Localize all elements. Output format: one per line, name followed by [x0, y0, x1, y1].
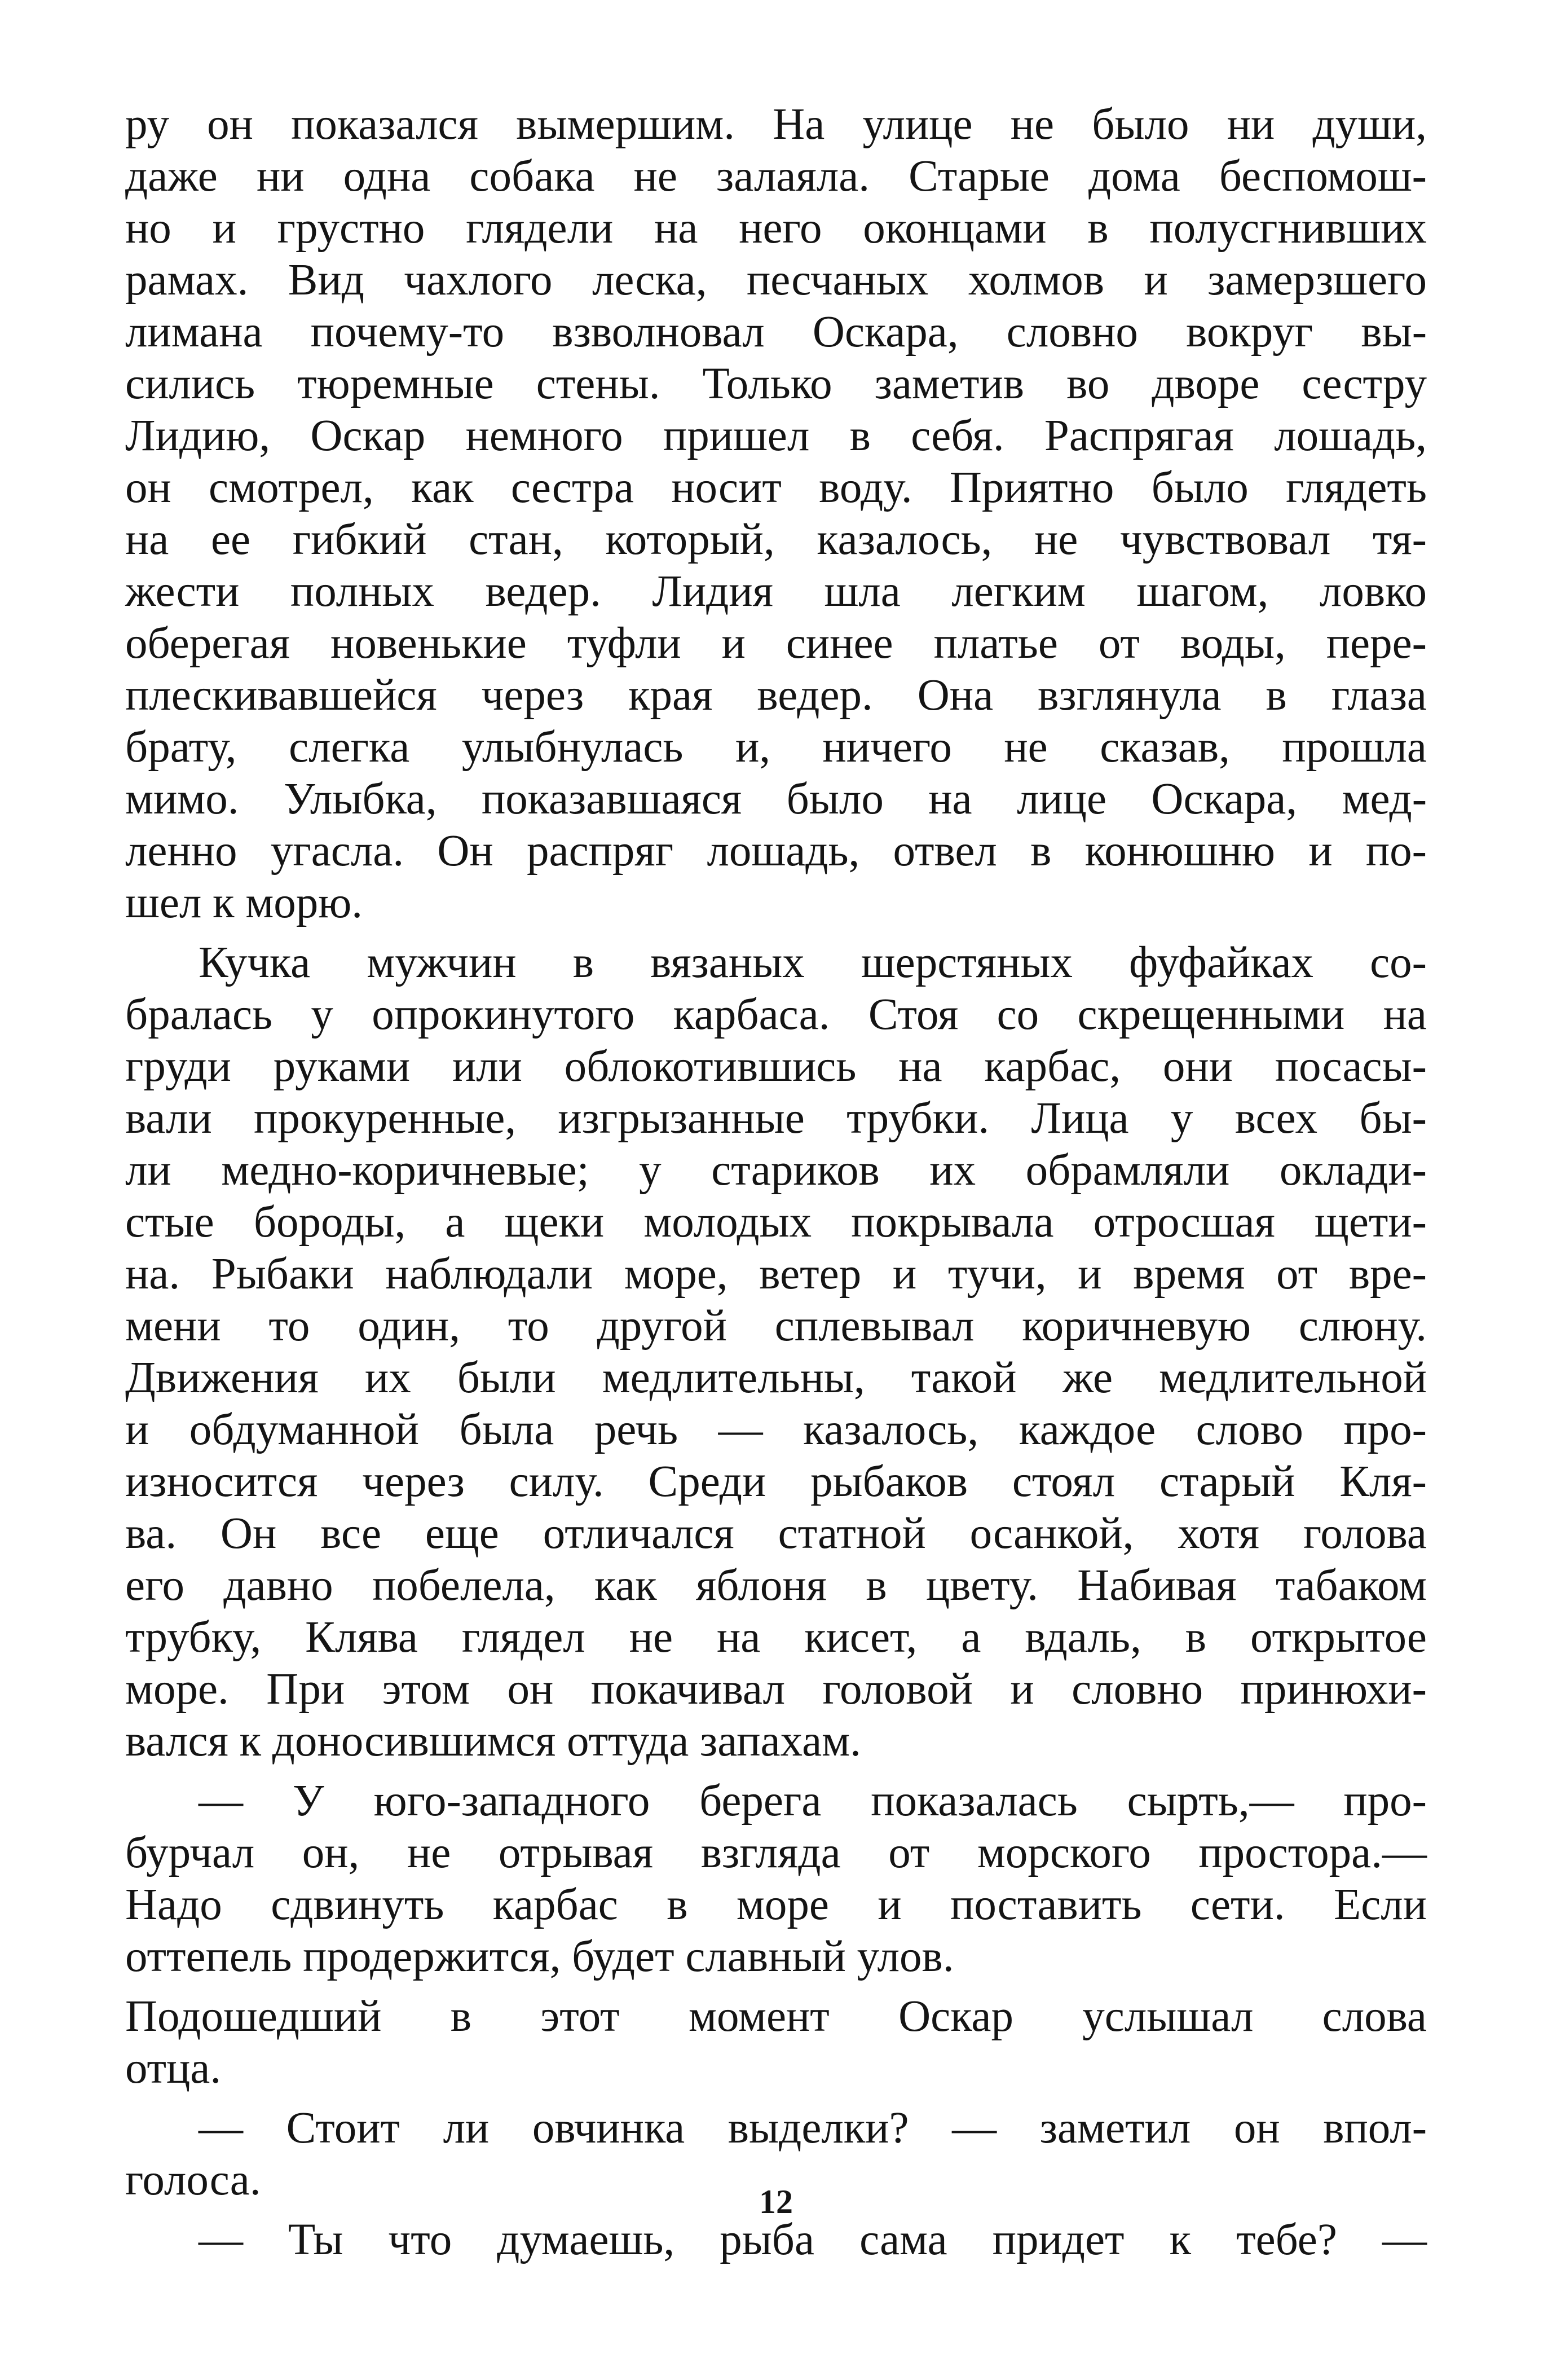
text-line: — Стоит ли овчинка выделки? — заметил он впол- — [199, 2104, 1427, 2153]
paragraph-gap — [125, 1983, 1427, 1991]
text-line: Кучка мужчин в вязаных шерстяных фуфайках со- — [199, 938, 1427, 987]
text-line: рамах. Вид чахлого леска, песчаных холмов и замерзшего — [125, 256, 1427, 305]
text-line: его давно побелела, как яблоня в цвету. Набивая табаком — [125, 1561, 1427, 1610]
text-line: — У юго-западного берега показалась сырть,— про- — [199, 1776, 1427, 1825]
text-line: стые бороды, а щеки молодых покрывала отросшая щети- — [125, 1198, 1427, 1247]
text-line: бралась у опрокинутого карбаса. Стоя со скрещенными на — [125, 990, 1427, 1039]
text-line: жести полных ведер. Лидия шла легким шагом, ловко — [125, 567, 1427, 616]
text-line: лимана почему-то взволновал Оскара, словно вокруг вы- — [125, 307, 1427, 357]
text-line: море. При этом он покачивал головой и словно принюхи- — [125, 1665, 1427, 1714]
body-text — [125, 99, 1427, 2266]
text-line: ли медно-коричневые; у стариков их обрамляли оклади- — [125, 1146, 1427, 1195]
text-line: вался к доносившимся оттуда запахам. — [125, 1717, 861, 1766]
text-line: вали прокуренные, изгрызанные трубки. Лица у всех бы- — [125, 1094, 1427, 1143]
text-line: трубку, Клява глядел не на кисет, а вдаль, в открытое — [125, 1613, 1427, 1662]
text-line: и обдуманной была речь — казалось, каждое слово про- — [125, 1405, 1427, 1454]
text-line: на ее гибкий стан, который, казалось, не чувствовал тя- — [125, 515, 1427, 564]
text-line: бурчал он, не отрывая взгляда от морского простора.— — [125, 1828, 1427, 1877]
text-line: оберегая новенькие туфли и синее платье от воды, пере- — [125, 619, 1427, 668]
text-line: Движения их были медлительны, такой же медлительной — [125, 1353, 1427, 1402]
text-line: но и грустно глядели на него оконцами в полусгнивших — [125, 204, 1427, 253]
text-line: Надо сдвинуть карбас в море и поставить сети. Если — [125, 1880, 1427, 1929]
text-line: Подошедший в этот момент Оскар услышал слова — [125, 1992, 1427, 2041]
text-line: груди руками или облокотившись на карбас, они посасы- — [125, 1042, 1427, 1091]
page-number: 12 — [759, 2183, 793, 2220]
text-line: отца. — [125, 2044, 222, 2093]
paragraph-gap — [125, 929, 1427, 937]
text-line: ру он показался вымершим. На улице не было ни души, — [125, 100, 1427, 149]
text-line: оттепель продержится, будет славный улов. — [125, 1932, 954, 1981]
text-line: Лидию, Оскар немного пришел в себя. Распрягая лошадь, — [125, 411, 1427, 460]
text-line: брату, слегка улыбнулась и, ничего не сказав, прошла — [125, 723, 1427, 772]
text-line: голоса. — [125, 2155, 261, 2205]
text-line: даже ни одна собака не залаяла. Старые дома беспомош- — [125, 152, 1427, 201]
text-line: — Ты что думаешь, рыба сама придет к тебе? — — [199, 2215, 1427, 2264]
text-line: ленно угасла. Он распряг лошадь, отвел в конюшню и по- — [125, 826, 1427, 876]
text-line: мени то один, то другой сплевывал коричневую слюну. — [125, 1301, 1427, 1350]
paragraph-gap — [125, 2095, 1427, 2102]
text-line: износится через силу. Среди рыбаков стоял старый Кля- — [125, 1457, 1427, 1506]
text-line: плескивавшейся через края ведер. Она взглянула в глаза — [125, 671, 1427, 720]
text-line: мимо. Улыбка, показавшаяся было на лице Оскара, мед- — [125, 775, 1427, 824]
paragraph-gap — [125, 1767, 1427, 1775]
text-line: шел к морю. — [125, 878, 363, 927]
text-line: ва. Он все еще отличался статной осанкой, хотя голова — [125, 1509, 1427, 1558]
text-line: он смотрел, как сестра носит воду. Приятно было глядеть — [125, 463, 1427, 512]
text-line: сились тюремные стены. Только заметив во дворе сестру — [125, 359, 1427, 408]
text-line: на. Рыбаки наблюдали море, ветер и тучи, и время от вре- — [125, 1250, 1427, 1299]
